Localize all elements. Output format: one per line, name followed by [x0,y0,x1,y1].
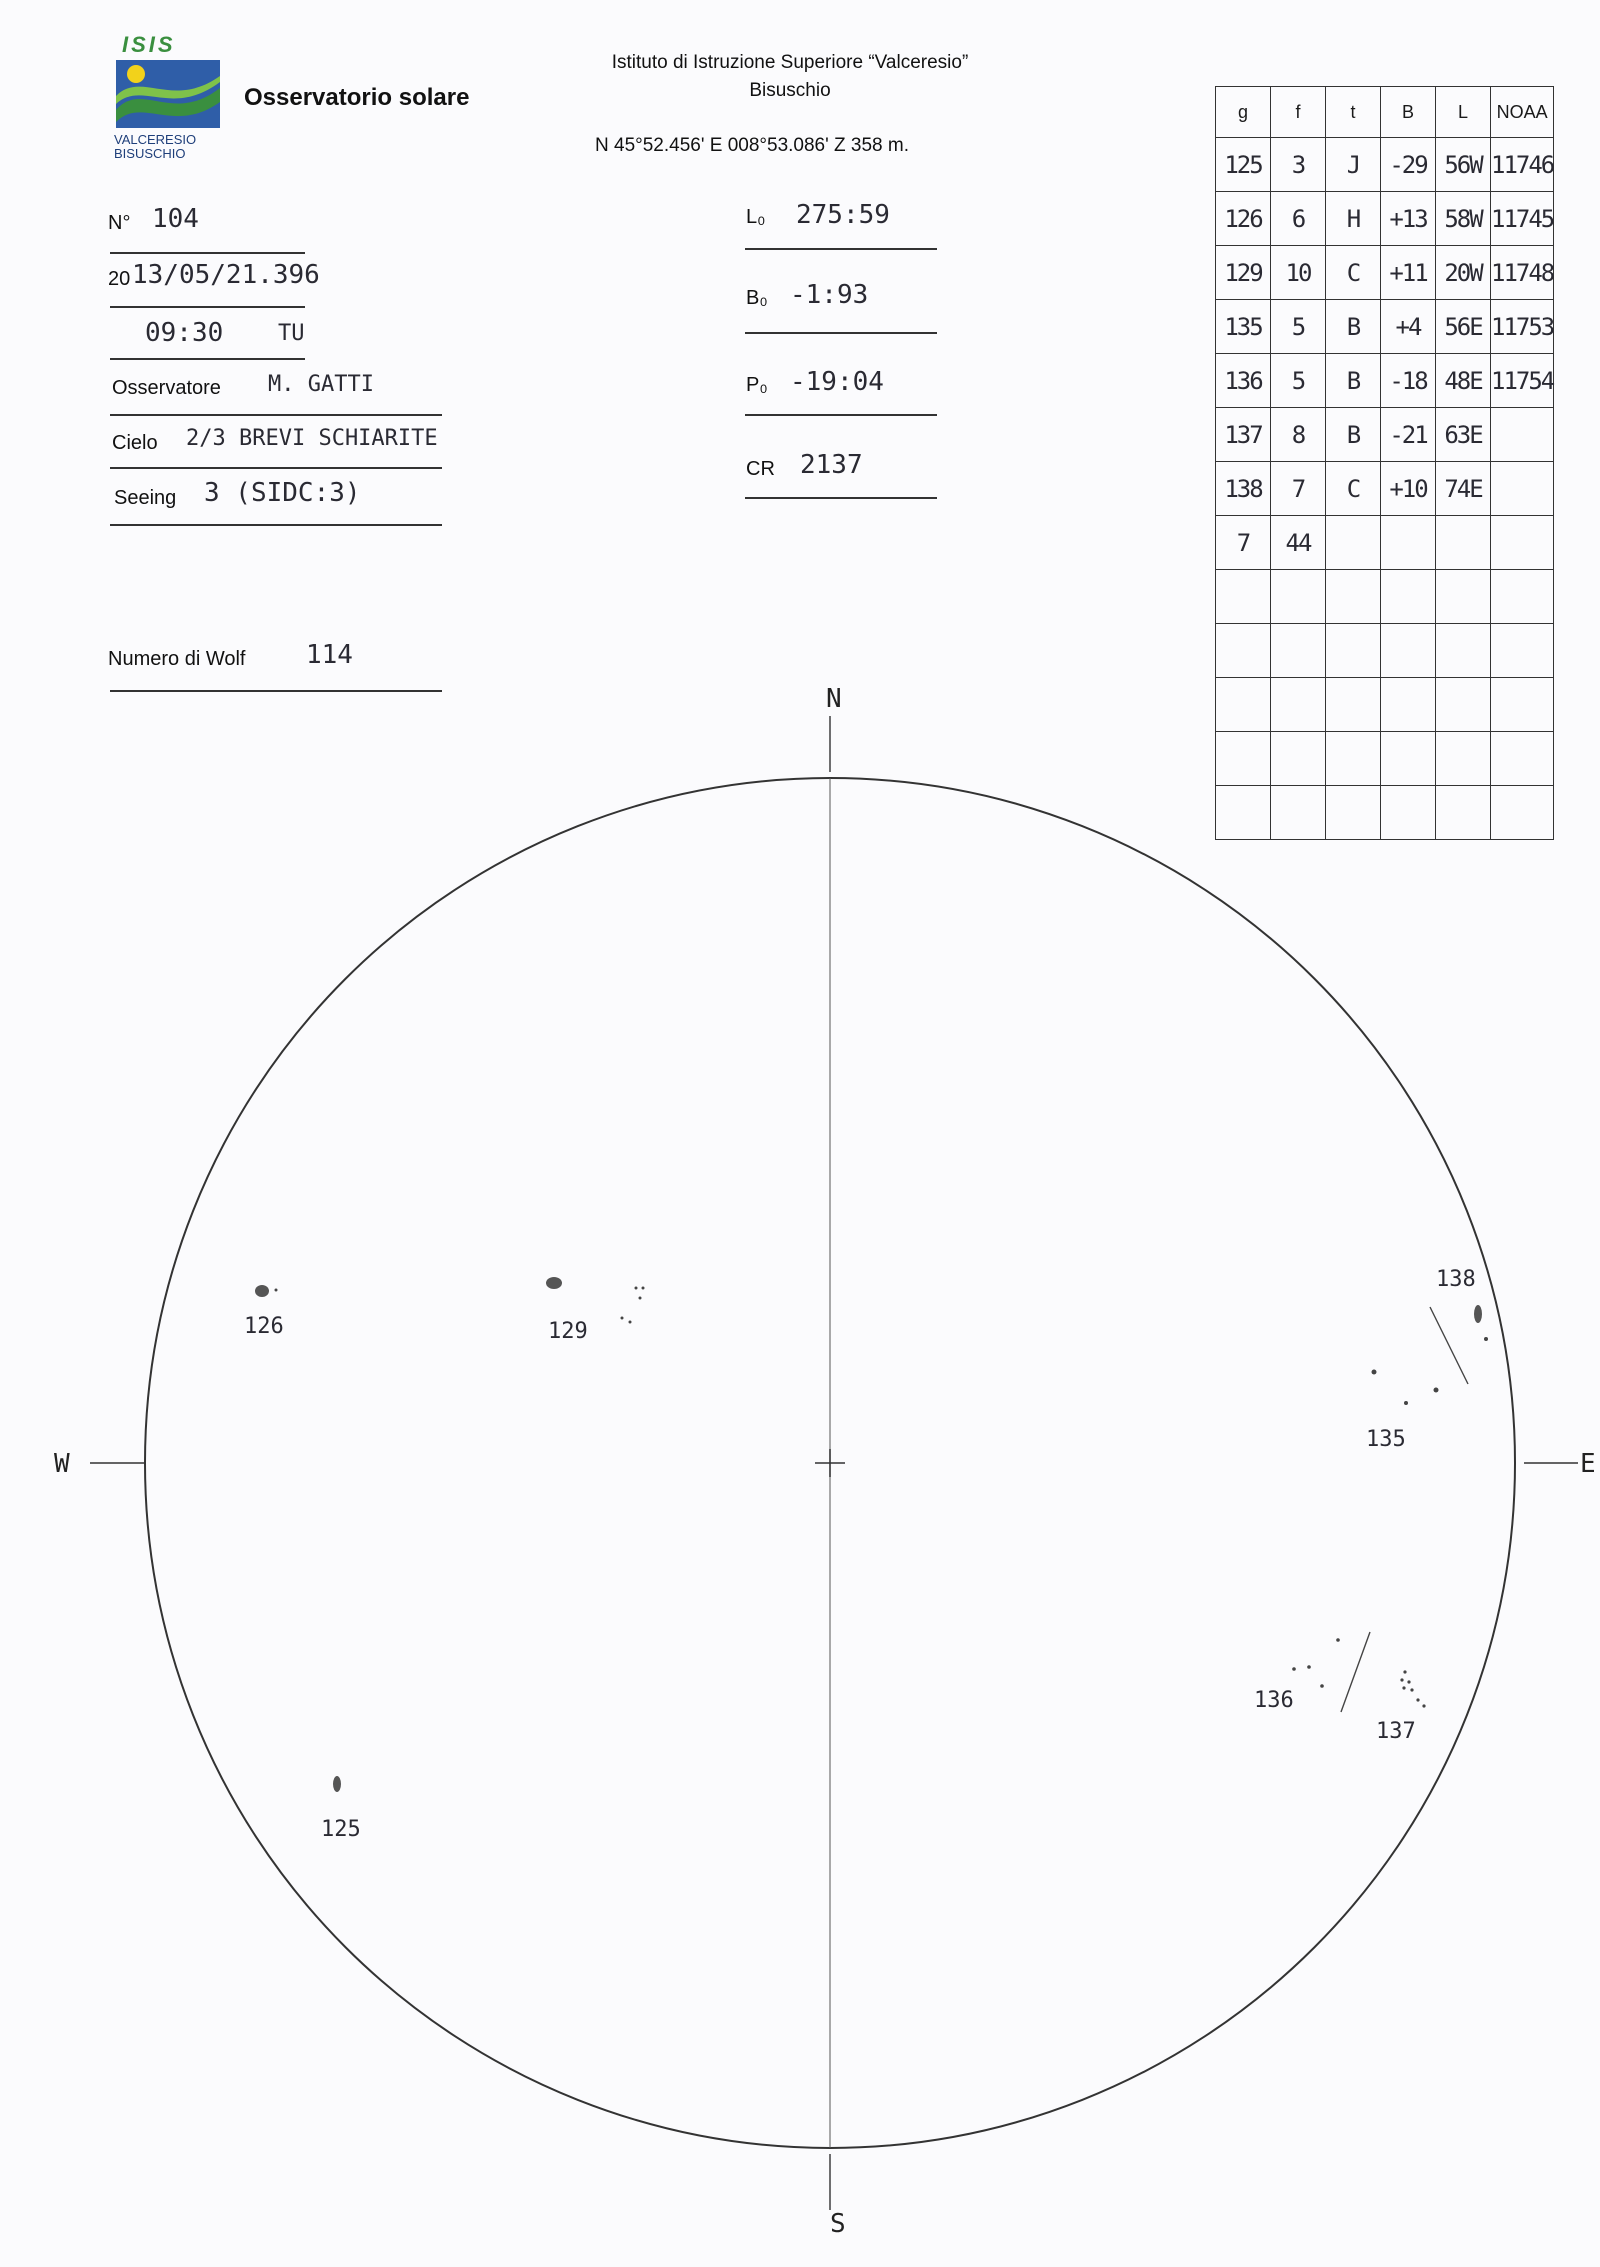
group-label-126: 126 [244,1314,284,1339]
group-label-138: 138 [1436,1267,1476,1292]
spot [1474,1305,1482,1323]
spot [1422,1704,1425,1707]
table-header-L: L [1436,87,1491,138]
group-axis-line [1341,1632,1370,1712]
spot [255,1285,269,1297]
table-cell: 6 [1271,192,1326,246]
sky-value: 2/3 BREVI SCHIARITE [186,426,438,451]
table-cell: J [1326,138,1381,192]
b0-value: -1:93 [790,280,869,310]
observer-label: Osservatore [112,377,221,399]
table-cell: +10 [1381,462,1436,516]
time-value: 09:30 [145,318,224,348]
spot [1402,1686,1405,1689]
table-cell: 11745 [1491,192,1554,246]
table-cell: B [1326,300,1381,354]
table-cell: 7 [1271,462,1326,516]
group-axis-line [1430,1307,1468,1384]
number-label: N° [108,212,131,234]
spot [1484,1337,1488,1341]
wolf-value: 114 [306,640,353,670]
cr-value: 2137 [800,450,863,480]
table-cell: -18 [1381,354,1436,408]
sunspot-group-135 [1366,1370,1439,1453]
institute-name: Istituto di Istruzione Superiore “Valceresio” [611,52,969,73]
seeing-value: 3 (SIDC:3) [204,478,361,508]
spot [1400,1678,1403,1681]
sunspot-group-137 [1376,1670,1426,1744]
observatory-title: Osservatorio solare [244,84,470,111]
spot [333,1776,341,1792]
group-label-129: 129 [548,1319,588,1344]
group-label-135: 135 [1366,1427,1406,1452]
table-cell: 125 [1216,138,1271,192]
time-unit: TU [278,321,305,346]
table-cell: 11746 [1491,138,1554,192]
table-header-f: f [1271,87,1326,138]
table-cell: +4 [1381,300,1436,354]
table-header-t: t [1326,87,1381,138]
spot [1336,1638,1340,1642]
spot [1307,1665,1311,1669]
table-header-B: B [1381,87,1436,138]
table-cell: 11754 [1491,354,1554,408]
table-cell: 5 [1271,300,1326,354]
observatory-coordinates: N 45°52.456' E 008°53.086' Z 358 m. [595,135,909,156]
group-label-137: 137 [1376,1719,1416,1744]
table-cell: 11748 [1491,246,1554,300]
table-cell: +13 [1381,192,1436,246]
p0-value: -19:04 [790,367,884,397]
table-cell: 20W [1436,246,1491,300]
sunspot-group-138 [1430,1267,1488,1384]
table-cell: 56W [1436,138,1491,192]
spot [546,1277,562,1289]
table-cell: 56E [1436,300,1491,354]
table-cell: 3 [1271,138,1326,192]
table-cell: B [1326,354,1381,408]
table-cell: 7 [1216,516,1271,570]
l0-value: 275:59 [796,200,890,230]
b0-label: B₀ [746,287,768,309]
table-cell: -29 [1381,138,1436,192]
table-cell: 135 [1216,300,1271,354]
east-label: E [1580,1449,1596,1479]
table-cell: B [1326,408,1381,462]
table-cell: 48E [1436,354,1491,408]
number-value: 104 [152,204,199,234]
spot [1434,1388,1439,1393]
date-prefix: 20 [108,268,131,290]
west-label: W [54,1449,70,1479]
table-cell: H [1326,192,1381,246]
table-cell: 44 [1271,516,1326,570]
table-cell: +11 [1381,246,1436,300]
wolf-label: Numero di Wolf [108,648,246,670]
spot [1320,1684,1324,1688]
institute-town: Bisuschio [749,80,831,101]
sky-label: Cielo [112,432,158,454]
table-cell: 58W [1436,192,1491,246]
north-label: N [826,684,842,714]
table-cell: 10 [1271,246,1326,300]
table-cell: 5 [1271,354,1326,408]
table-cell: 63E [1436,408,1491,462]
p0-label: P₀ [746,374,768,396]
table-header-g: g [1216,87,1271,138]
table-cell: 129 [1216,246,1271,300]
spot [1416,1698,1419,1701]
l0-label: L₀ [746,206,766,228]
seeing-label: Seeing [114,487,177,509]
group-label-125: 125 [321,1817,361,1842]
spot [635,1287,638,1290]
table-cell: 138 [1216,462,1271,516]
logo-wordmark: ISIS [122,32,176,57]
logo-sub-1: VALCERESIO [114,132,197,147]
table-cell: -21 [1381,408,1436,462]
sunspot-group-126 [244,1285,284,1339]
sunspot-group-136 [1254,1632,1370,1713]
spot [1403,1670,1406,1673]
south-label: S [830,2209,846,2239]
spot [642,1287,645,1290]
table-cell: 74E [1436,462,1491,516]
spot [1410,1688,1413,1691]
sunspot-group-129 [546,1277,645,1344]
spot [275,1289,278,1292]
table-cell: C [1326,246,1381,300]
table-cell: 8 [1271,408,1326,462]
group-label-136: 136 [1254,1688,1294,1713]
spot [1292,1667,1296,1671]
spot [1404,1401,1408,1405]
spot [1372,1370,1377,1375]
table-cell: C [1326,462,1381,516]
spot [639,1297,642,1300]
table-cell: 137 [1216,408,1271,462]
table-header-NOAA: NOAA [1491,87,1554,138]
table-cell: 126 [1216,192,1271,246]
observer-value: M. GATTI [268,372,374,397]
logo-sub-2: BISUSCHIO [114,146,186,160]
sunspot-group-125 [321,1776,361,1842]
cr-label: CR [746,458,775,480]
spot [621,1317,624,1320]
spot [629,1321,632,1324]
spot [1407,1680,1410,1683]
table-cell: 136 [1216,354,1271,408]
table-cell: 11753 [1491,300,1554,354]
date-value: 13/05/21.396 [132,260,320,290]
